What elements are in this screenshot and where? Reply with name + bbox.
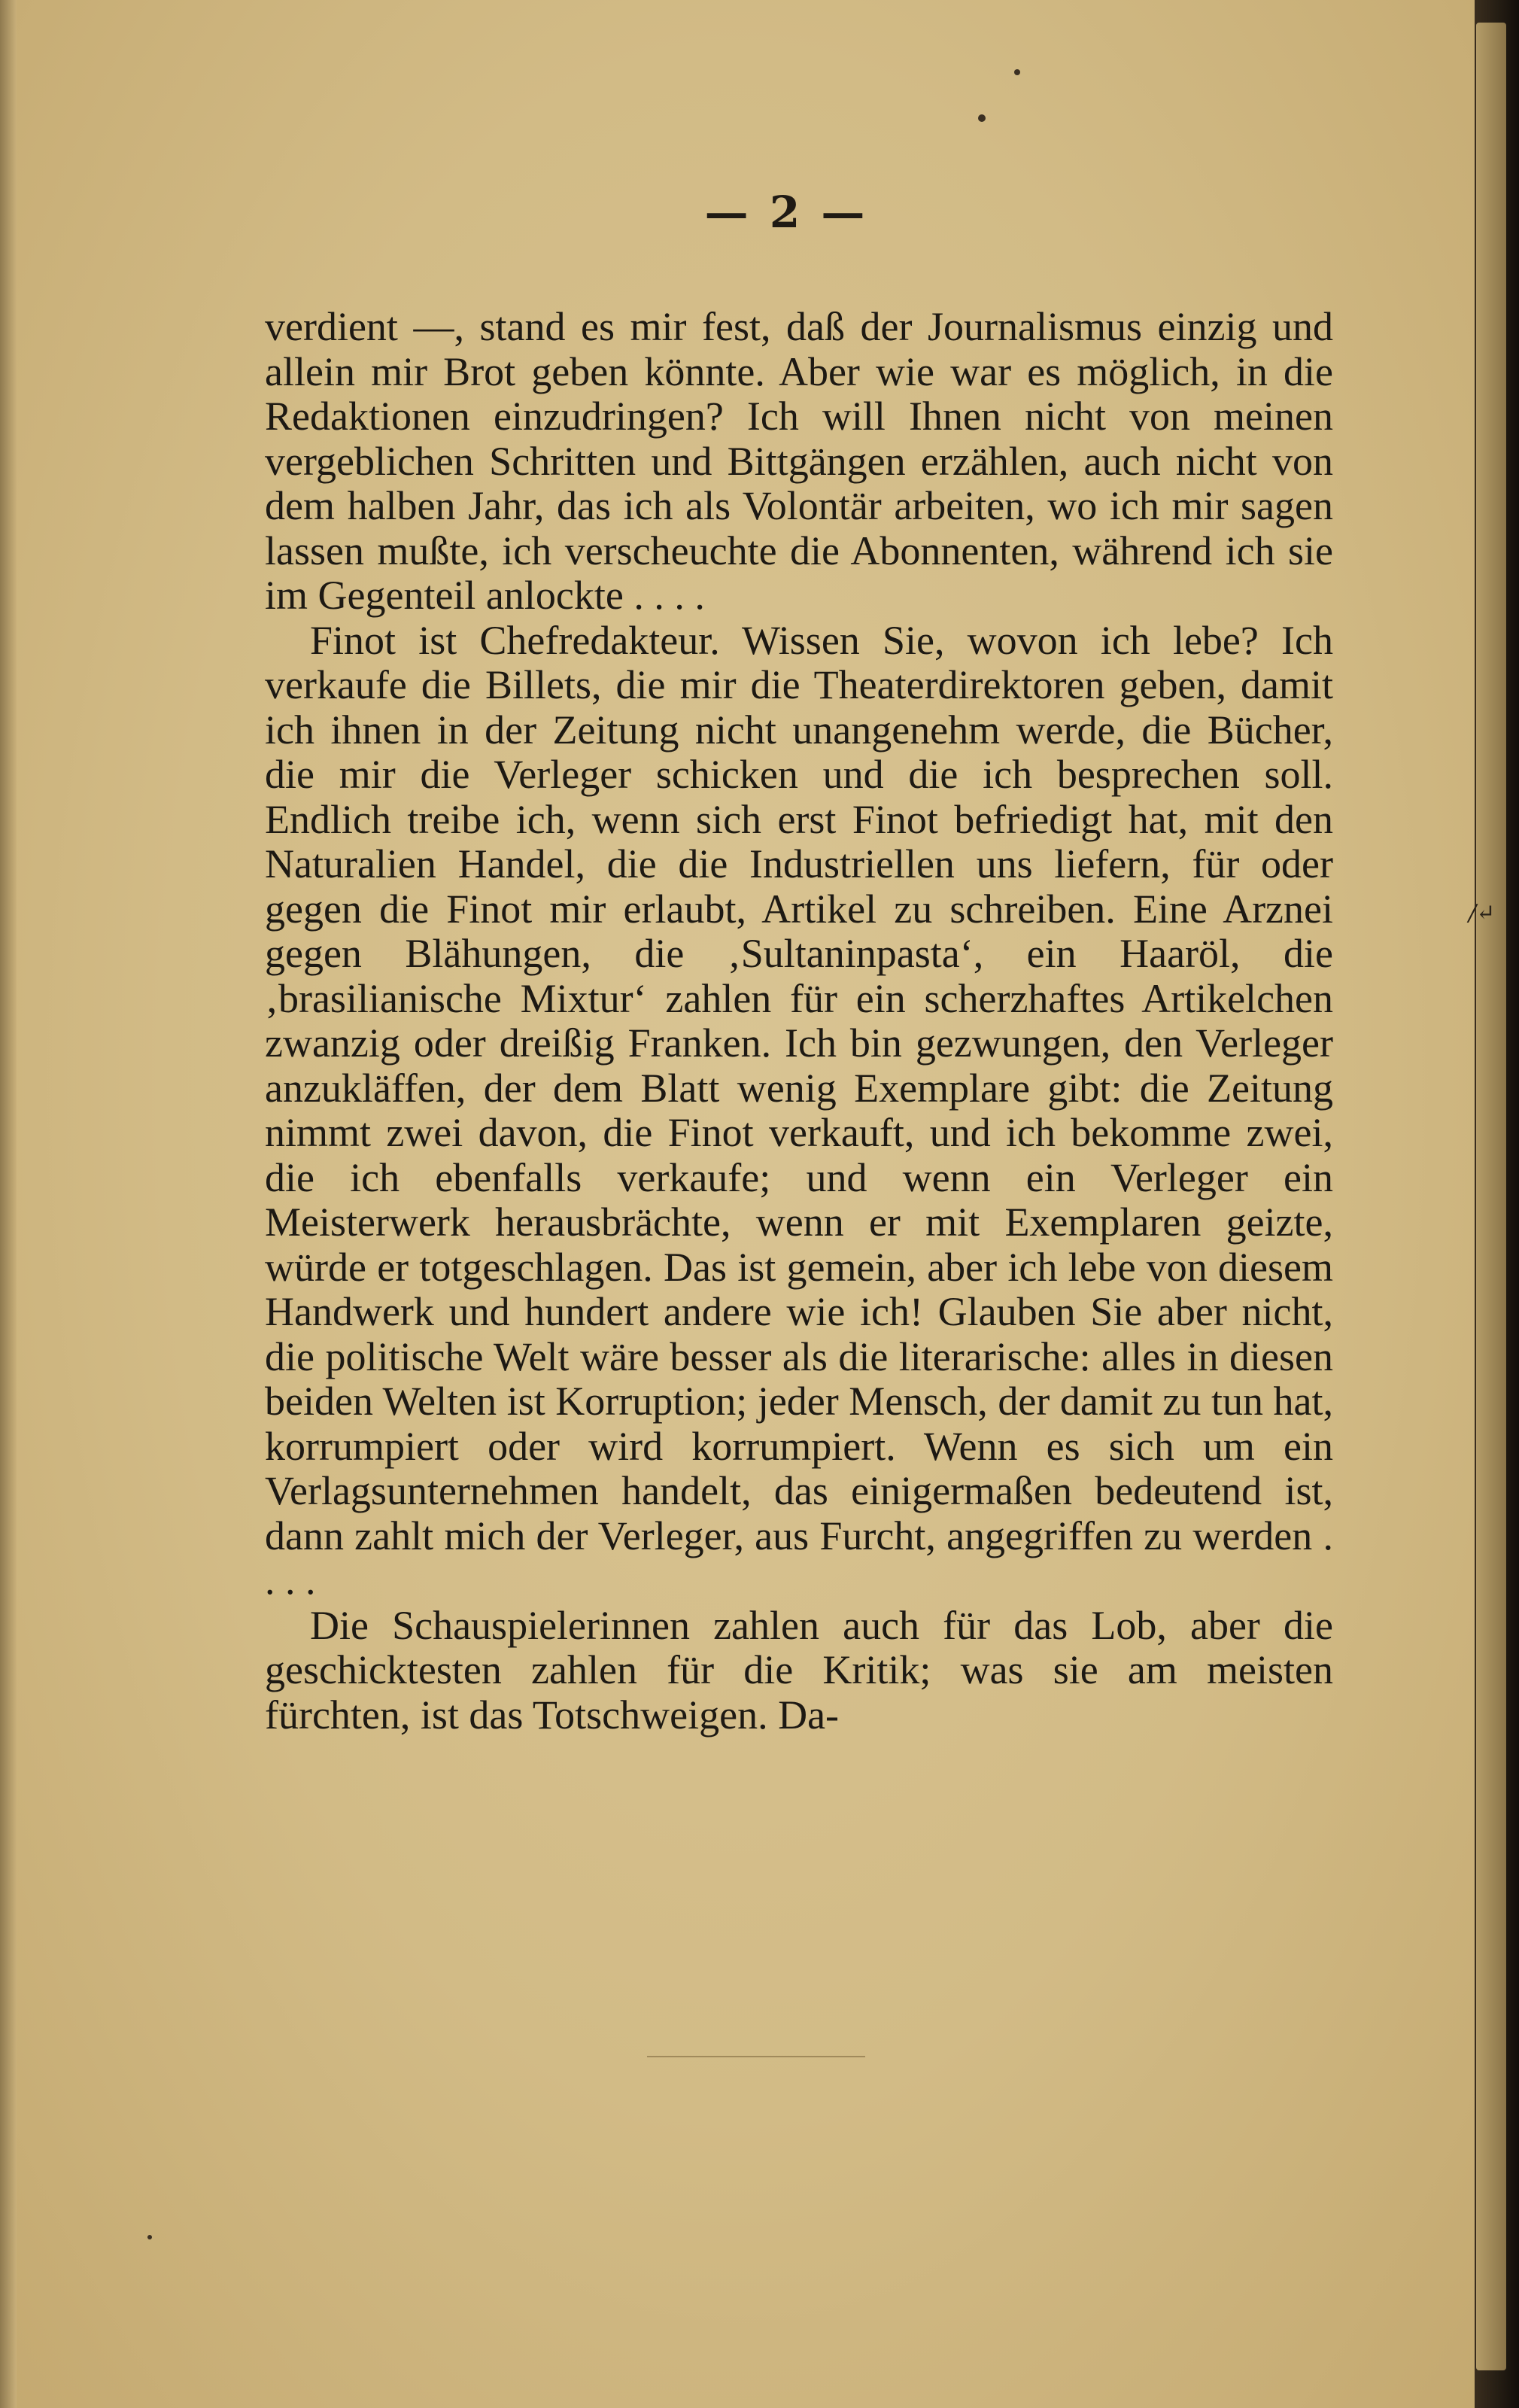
paragraph-3: Die Schauspielerinnen zahlen auch für das Lob, aber die geschicktesten zahlen für die Kritik; was sie am meisten fürchten, ist das Totschweigen. Da- bbox=[265, 1602, 1333, 1738]
paragraph-1: verdient —, stand es mir fest, daß der Journalismus einzig und allein mir Brot geben könnte. Aber wie war es möglich, in die Redaktionen einzudringen? Ich will Ihnen nicht von meinen vergeblichen Schritten und Bittgängen erzählen, auch nicht von dem halben Jahr, das ich als Volontär arbeiten, wo ich mir sagen lassen mußte, ich verscheuchte die Abonnenten, während ich sie im Gegenteil anlockte . . . . bbox=[265, 304, 1333, 618]
paragraph-2: Finot ist Chefredakteur. Wissen Sie, wovon ich lebe? Ich verkaufe die Billets, die mir die Theaterdirektoren geben, damit ich ihnen in der Zeitung nicht unangenehm werde, die Bücher, die mir die Verleger schicken und die ich besprechen soll. Endlich treibe ich, wenn sich erst Finot befriedigt hat, mit den Naturalien Handel, die die Industriellen uns liefern, für oder gegen die Finot mir erlaubt, Artikel zu schreiben. Eine Arznei gegen Blähungen, die ‚Sultaninpasta‘, ein Haaröl, die ‚brasilianische Mixtur‘ zahlen für ein scherzhaftes Artikelchen zwanzig oder dreißig Franken. Ich bin gezwungen, den Verleger anzukläffen, der dem Blatt wenig Exemplare gibt: die Zeitung nimmt zwei davon, die Finot verkauft, und ich bekomme zwei, die ich ebenfalls verkaufe; und wenn ein Verleger ein Meisterwerk herausbrächte, wenn er mit Exemplaren geizte, würde er totgeschlagen. Das ist gemein, aber ich lebe von diesem Handwerk und hundert andere wie ich! Glauben Sie aber nicht, die politische Welt wäre besser als die literarische: alles in diesen beiden Welten ist Korruption; jeder Mensch, der damit zu tun hat, korrumpiert oder wird korrumpiert. Wenn es sich um ein Verlagsunternehmen handelt, das einigermaßen bedeutend ist, dann zahlt mich der Verleger, aus Furcht, angegriffen zu werden . . . . bbox=[265, 617, 1333, 1603]
facing-page-edge bbox=[1476, 23, 1506, 2370]
binding-edge bbox=[0, 0, 17, 2408]
page-number: — 2 — bbox=[704, 187, 868, 238]
ink-fleck bbox=[1014, 69, 1020, 75]
footer-rule bbox=[647, 2056, 865, 2057]
margin-annotation: /↵ bbox=[1469, 900, 1496, 926]
body-text bbox=[265, 305, 1333, 1738]
ink-fleck bbox=[147, 2235, 152, 2239]
ink-fleck bbox=[978, 114, 986, 122]
